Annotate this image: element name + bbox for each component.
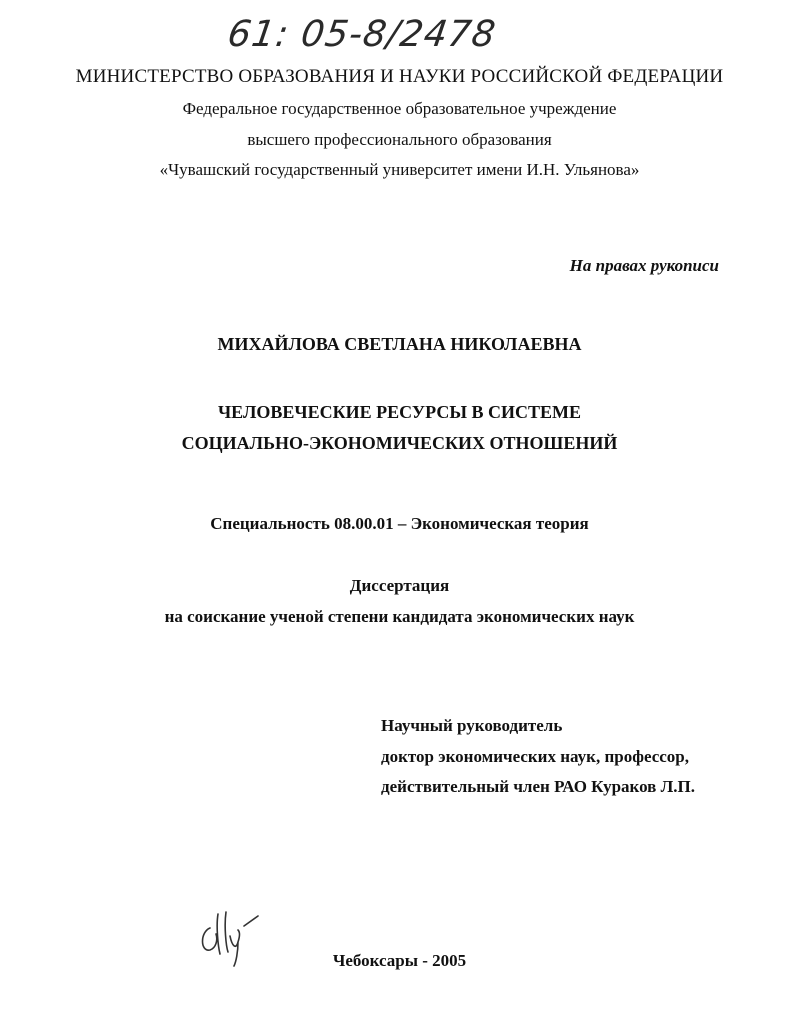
manuscript-note: На правах рукописи [569,256,719,275]
specialty: Специальность 08.00.01 – Экономическая теория [210,514,589,533]
degree-line: на соискание ученой степени кандидата экономических наук [164,607,635,626]
place-year: Чебоксары - 2005 [332,951,467,970]
institution-line-3: «Чувашский государственный университет имени И.Н. Ульянова» [159,160,640,179]
institution-line-2: высшего профессионального образования [247,130,552,149]
title-line-2: СОЦИАЛЬНО-ЭКОНОМИЧЕСКИХ ОТНОШЕНИЙ [181,433,618,453]
handwritten-archive-number: 61: 05-8/2478 [225,14,499,55]
institution-line-1: Федеральное государственное образовательное учреждение [182,99,617,118]
supervisor-line-1: Научный руководитель [381,716,563,735]
author-name: МИХАЙЛОВА СВЕТЛАНА НИКОЛАЕВНА [217,334,582,354]
dissertation-label: Диссертация [349,576,450,595]
supervisor-line-3: действительный член РАО Кураков Л.П. [381,777,696,796]
ministry-heading: МИНИСТЕРСТВО ОБРАЗОВАНИЯ И НАУКИ РОССИЙСКОЙ ФЕДЕРАЦИИ [75,66,724,87]
supervisor-line-2: доктор экономических наук, профессор, [381,747,690,766]
title-line-1: ЧЕЛОВЕЧЕСКИЕ РЕСУРСЫ В СИСТЕМЕ [217,402,582,422]
